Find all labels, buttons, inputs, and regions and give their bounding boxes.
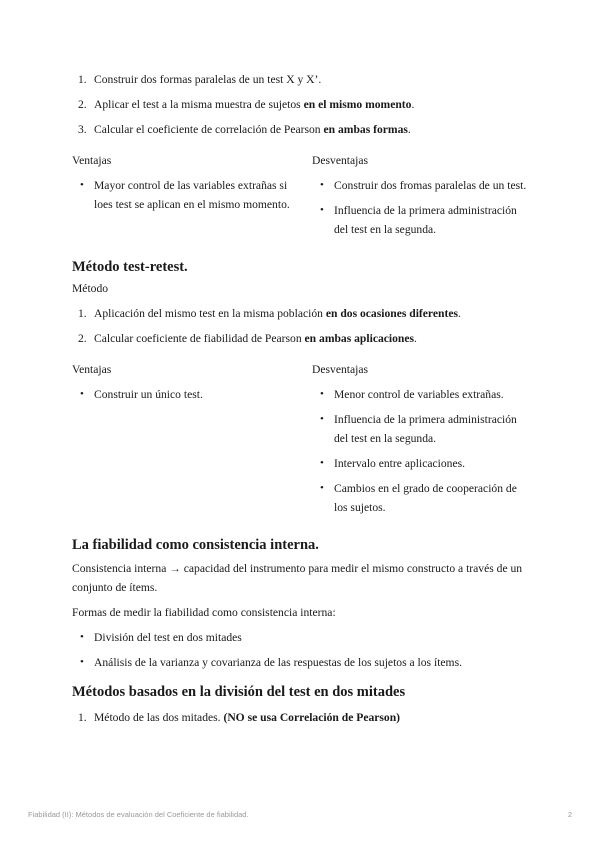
page-footer [28, 810, 572, 819]
ventajas-heading: Ventajas [72, 363, 112, 376]
paragraph: Consistencia interna → capacidad del instrumento para medir el mismo constructo a través de un conjunto de ítems. [72, 562, 523, 594]
item-bold-text: (NO se usa Correlación de Pearson) [223, 711, 401, 724]
item-tail: . [407, 123, 411, 136]
desventajas-column [312, 151, 528, 245]
list-item: • Influencia de la primera administración del test en la segunda. [312, 201, 528, 239]
item-tail: . [414, 332, 417, 345]
list-item [72, 329, 528, 348]
item-text: Calcular el coeficiente de correlación de Pearson [94, 123, 324, 136]
section-title-internal-consistency: La fiabilidad como consistencia interna. [72, 537, 319, 553]
section-subtitle: Método [72, 282, 109, 295]
pros-cons-table [72, 151, 528, 245]
section-title-test-retest: Método test-retest. [72, 259, 188, 275]
steps-list-split-half [72, 708, 528, 727]
ventajas-column [72, 151, 312, 245]
list-item: • Mayor control de las variables extrañas si loes test se aplican en el mismo momento. [72, 176, 294, 214]
section-title-split-half: Métodos basados en la división del test en dos mitades [72, 684, 406, 700]
item-tail: . [457, 307, 461, 320]
item-text: Construir dos formas paralelas de un test X y X’. [94, 73, 322, 86]
list-item [72, 70, 528, 89]
item-number: 2. [78, 332, 87, 345]
item-bold-text: en ambas formas [323, 123, 408, 136]
item-number: 3. [78, 123, 87, 136]
list-item [72, 120, 528, 139]
list-item: • Análisis de la varianza y covarianza de las respuestas de los sujetos a los ítems. [72, 653, 528, 672]
list-item: • Menor control de variables extrañas. [312, 385, 528, 404]
page-number: 2 [567, 810, 572, 819]
steps-list-parallel-forms [72, 70, 528, 139]
item-tail: . [411, 98, 415, 111]
item-text: Método de las dos mitades. [94, 711, 224, 724]
item-number: 1. [78, 73, 87, 86]
list-item [72, 304, 528, 323]
list-item: • Construir dos fromas paralelas de un test. [312, 176, 528, 195]
ventajas-heading: Ventajas [72, 154, 112, 167]
paragraph: Formas de medir la fiabilidad como consistencia interna: [72, 606, 336, 619]
desventajas-column [312, 360, 528, 523]
list-item: • División del test en dos mitades [72, 628, 528, 647]
item-number: 1. [78, 307, 87, 320]
list-item [72, 708, 528, 727]
list-item: • Influencia de la primera administración del test en la segunda. [312, 410, 528, 448]
footer-title: Fiabilidad (II): Métodos de evaluación del Coeficiente de fiabilidad. [28, 810, 249, 819]
list-item: • Construir un único test. [72, 385, 312, 404]
list-item [72, 95, 528, 114]
item-text: Aplicar el test a la misma muestra de sujetos [94, 98, 304, 111]
ventajas-column [72, 360, 312, 523]
desventajas-heading: Desventajas [312, 154, 369, 167]
item-number: 1. [78, 711, 87, 724]
item-text: Aplicación del mismo test en la misma población [94, 307, 326, 320]
item-bold-text: en ambas aplicaciones [304, 332, 415, 345]
steps-list-test-retest [72, 304, 528, 348]
list-item: • Intervalo entre aplicaciones. [312, 454, 528, 473]
bullet-list [72, 628, 528, 672]
item-bold-text: en dos ocasiones diferentes [325, 307, 458, 320]
item-bold-text: en el mismo momento [303, 98, 412, 111]
item-number: 2. [78, 98, 87, 111]
document-page [72, 70, 528, 733]
desventajas-heading: Desventajas [312, 363, 369, 376]
pros-cons-table [72, 360, 528, 523]
item-text: Calcular coeficiente de fiabilidad de Pearson [94, 332, 305, 345]
list-item: • Cambios en el grado de cooperación de los sujetos. [312, 479, 528, 517]
